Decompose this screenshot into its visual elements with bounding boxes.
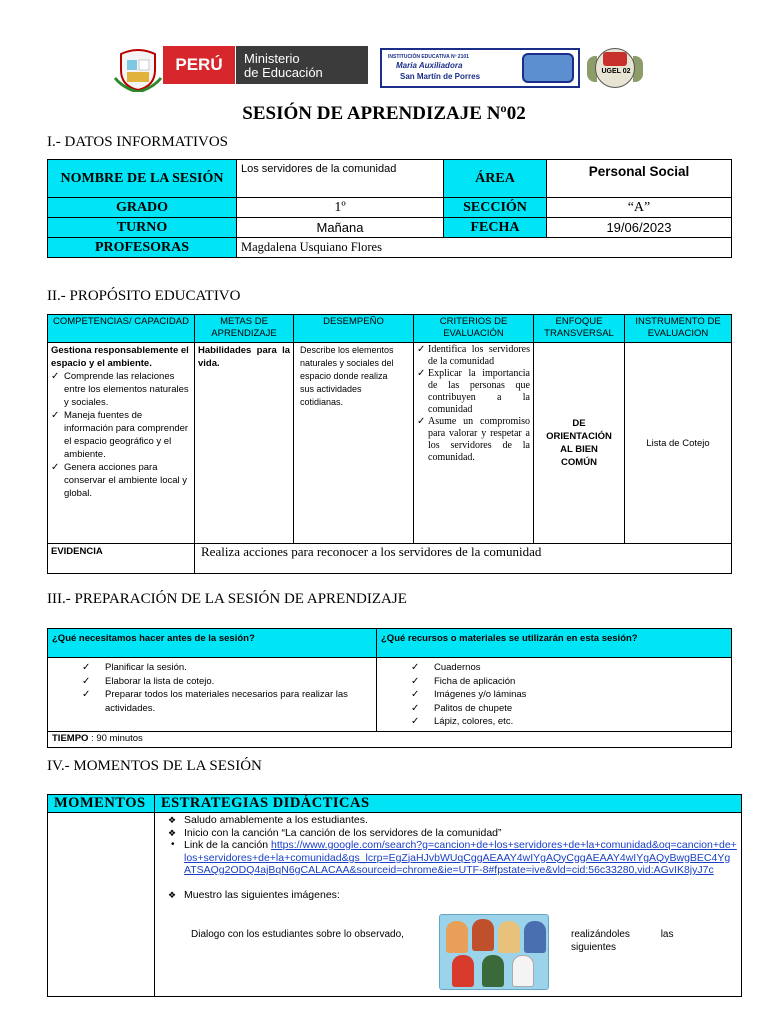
table-row: [48, 198, 732, 218]
section-title-datos: I.- DATOS INFORMATIVOS: [47, 134, 228, 150]
seccion-label: SECCIÓN: [444, 198, 547, 218]
area-label: ÁREA: [444, 160, 547, 198]
list-item: ✓ Lápiz, colores, etc.: [381, 715, 727, 729]
ugel-label: UGEL 02: [601, 68, 631, 75]
header-competencias: COMPETENCIAS/ CAPACIDAD: [48, 315, 195, 343]
song-link[interactable]: https://www.google.com/search?g=cancion+de+los+servidores+de+la+comunidad&oq=cancion+de+los+servidores+de+la+comunidad&gs_lcrp=EgZjaHJvbWUqCggAEAAY4wIYgAQyCggAEAAY4wIYgAQyBwgBEC4YgATSAQg2ODQ4ajBqN6gCALACAA&sourceid=chrome&ie=UTF-8#fpstate=ive&vld=cid:56c33280,vid:AGvIK8jyJ7c: [184, 839, 737, 876]
metas-cell: Habilidades para la vida.: [195, 343, 294, 544]
list-item: ✓ Asume un compromiso para valorar y respetar a los servidores de la comunidad.: [417, 416, 530, 464]
police-figure-icon: [482, 955, 504, 987]
dot-bullet-icon: •: [171, 839, 175, 850]
header-instrumento: INSTRUMENTO DE EVALUACION: [625, 315, 732, 343]
turno-label: TURNO: [48, 218, 237, 238]
table-row: [48, 731, 732, 748]
ministry-line2: de Educación: [244, 65, 323, 80]
seccion-value: “A”: [547, 198, 732, 218]
saludo-text: Saludo amablemente a los estudiantes.: [184, 814, 368, 826]
profesoras-value: Magdalena Usquiano Flores: [237, 238, 732, 258]
section-title-preparacion: III.- PREPARACIÓN DE LA SESIÓN DE APRENDIZAJE: [47, 591, 407, 607]
doctor-figure-icon: [512, 955, 534, 987]
turno-value: Mañana: [237, 218, 444, 238]
diamond-bullet-icon: ❖: [168, 889, 177, 900]
ugel-crown-icon: [603, 52, 627, 66]
header-logos: [0, 44, 768, 94]
school-crest-icon: [522, 53, 574, 83]
momentos-header: MOMENTOS: [48, 795, 155, 813]
estrategias-header: ESTRATEGIAS DIDÁCTICAS: [155, 795, 742, 813]
table-row: [48, 315, 732, 343]
instrumento-cell: Lista de Cotejo: [625, 343, 732, 544]
worker-figure-icon: [446, 921, 468, 953]
profesoras-label: PROFESORAS: [48, 238, 237, 258]
list-item: [159, 839, 737, 877]
nombre-value: Los servidores de la comunidad: [237, 160, 444, 198]
school-name-line1: INSTITUCIÓN EDUCATIVA Nº 2101: [388, 54, 469, 60]
header-criterios: CRITERIOS DE EVALUACIÓN: [414, 315, 534, 343]
competencias-cell: [48, 343, 195, 544]
preparacion-table: [47, 628, 732, 748]
list-item: [159, 814, 737, 827]
worker-figure-icon: [472, 919, 494, 951]
table-row: [48, 343, 732, 544]
link-prefix: Link de la canción: [184, 839, 271, 851]
cancion-text: Inicio con la canción “La canción de los servidores de la comunidad”: [184, 826, 502, 839]
fecha-label: FECHA: [444, 218, 547, 238]
ministry-line1: Ministerio: [244, 51, 300, 66]
section-title-proposito: II.- PROPÓSITO EDUCATIVO: [47, 288, 241, 304]
area-value: Personal Social: [547, 160, 732, 198]
list-item: ✓ Ficha de aplicación: [381, 675, 727, 689]
list-item: [159, 889, 737, 902]
table-row: [48, 629, 732, 658]
competencia-title: Gestiona responsablemente el espacio y el ambiente.: [51, 345, 189, 369]
list-item: ✓ Maneja fuentes de información para comprender el espacio geográfico y el ambiente.: [51, 409, 191, 461]
list-item: ✓ Explicar la importancia de las personas que contribuyen a la comunidad: [417, 368, 530, 416]
estrategias-cell: [155, 813, 742, 997]
worker-figure-icon: [498, 921, 520, 953]
dialogo-text-end: realizándoles las siguientes: [571, 929, 674, 953]
diamond-bullet-icon: ❖: [168, 815, 177, 825]
servidores-image: [439, 914, 549, 990]
table-row: [48, 795, 742, 813]
antes-cell: [48, 658, 377, 732]
header-desempeno: DESEMPEÑO: [294, 315, 414, 343]
list-item: ✓ Preparar todos los materiales necesarios para realizar las actividades.: [52, 688, 372, 715]
list-item: ✓ Comprende las relaciones entre los elementos naturales y sociales.: [51, 370, 191, 409]
nombre-label: NOMBRE DE LA SESIÓN: [48, 160, 237, 198]
evidencia-label: EVIDENCIA: [48, 544, 195, 574]
peru-coat-of-arms-icon: [113, 48, 163, 92]
proposito-table: [47, 314, 732, 574]
school-name-line3: San Martín de Porres: [400, 72, 481, 81]
enfoque-cell: DE ORIENTACIÓN AL BIEN COMÚN: [534, 343, 625, 544]
tiempo-value: : 90 minutos: [88, 732, 143, 744]
section-title-momentos: IV.- MOMENTOS DE LA SESIÓN: [47, 758, 262, 774]
worker-figure-icon: [524, 921, 546, 953]
table-row: [48, 160, 732, 198]
datos-table: [47, 159, 732, 258]
antes-list: [52, 661, 372, 715]
header-metas: METAS DE APRENDIZAJE: [195, 315, 294, 343]
competencia-list: [51, 370, 191, 500]
criterios-list: [417, 344, 530, 464]
ugel-logo: [585, 46, 655, 90]
diamond-bullet-icon: ❖: [168, 827, 177, 838]
table-row: [48, 813, 742, 997]
list-item: ✓ Planificar la sesión.: [52, 661, 372, 675]
table-row: [48, 658, 732, 732]
firefighter-figure-icon: [452, 955, 474, 987]
page-title: SESIÓN DE APRENDIZAJE Nº02: [242, 103, 526, 124]
list-item: [159, 827, 737, 840]
preparacion-question-2: ¿Qué recursos o materiales se utilizarán en esta sesión?: [377, 629, 732, 658]
evidencia-value: Realiza acciones para reconocer a los servidores de la comunidad: [195, 544, 732, 574]
criterios-cell: [414, 343, 534, 544]
list-item: ✓ Imágenes y/o láminas: [381, 688, 727, 702]
tiempo-label: TIEMPO: [52, 732, 89, 744]
table-row: [48, 544, 732, 574]
recursos-list: [381, 661, 727, 729]
dialogo-text: Dialogo con los estudiantes sobre lo observado,: [191, 929, 404, 940]
table-row: [48, 218, 732, 238]
grado-label: GRADO: [48, 198, 237, 218]
tiempo-cell: [48, 731, 732, 748]
grado-value: 1º: [237, 198, 444, 218]
list-item: ✓ Cuadernos: [381, 661, 727, 675]
momentos-table: [47, 794, 742, 997]
list-item: ✓ Genera acciones para conservar el ambiente local y global.: [51, 461, 191, 500]
list-item: ✓ Elaborar la lista de cotejo.: [52, 675, 372, 689]
school-logo: [380, 48, 580, 88]
momento-cell: [48, 813, 155, 997]
fecha-value: 19/06/2023: [547, 218, 732, 238]
table-row: [48, 238, 732, 258]
desempeno-cell: Describe los elementos naturales y sociales del espacio donde realiza sus actividades cotidianas.: [294, 343, 414, 544]
peru-logo: PERÚ: [163, 46, 235, 84]
ministry-logo: [235, 46, 368, 84]
imagenes-text: Muestro las siguientes imágenes:: [184, 888, 340, 901]
list-item: ✓ Palitos de chupete: [381, 702, 727, 716]
estrategias-content: [159, 814, 737, 953]
preparacion-question-1: ¿Qué necesitamos hacer antes de la sesión?: [48, 629, 377, 658]
school-name-line2: Maria Auxiliadora: [396, 61, 463, 70]
recursos-cell: [377, 658, 732, 732]
header-enfoque: ENFOQUE TRANSVERSAL: [534, 315, 625, 343]
list-item: ✓ Identifica los servidores de la comunidad: [417, 344, 530, 368]
